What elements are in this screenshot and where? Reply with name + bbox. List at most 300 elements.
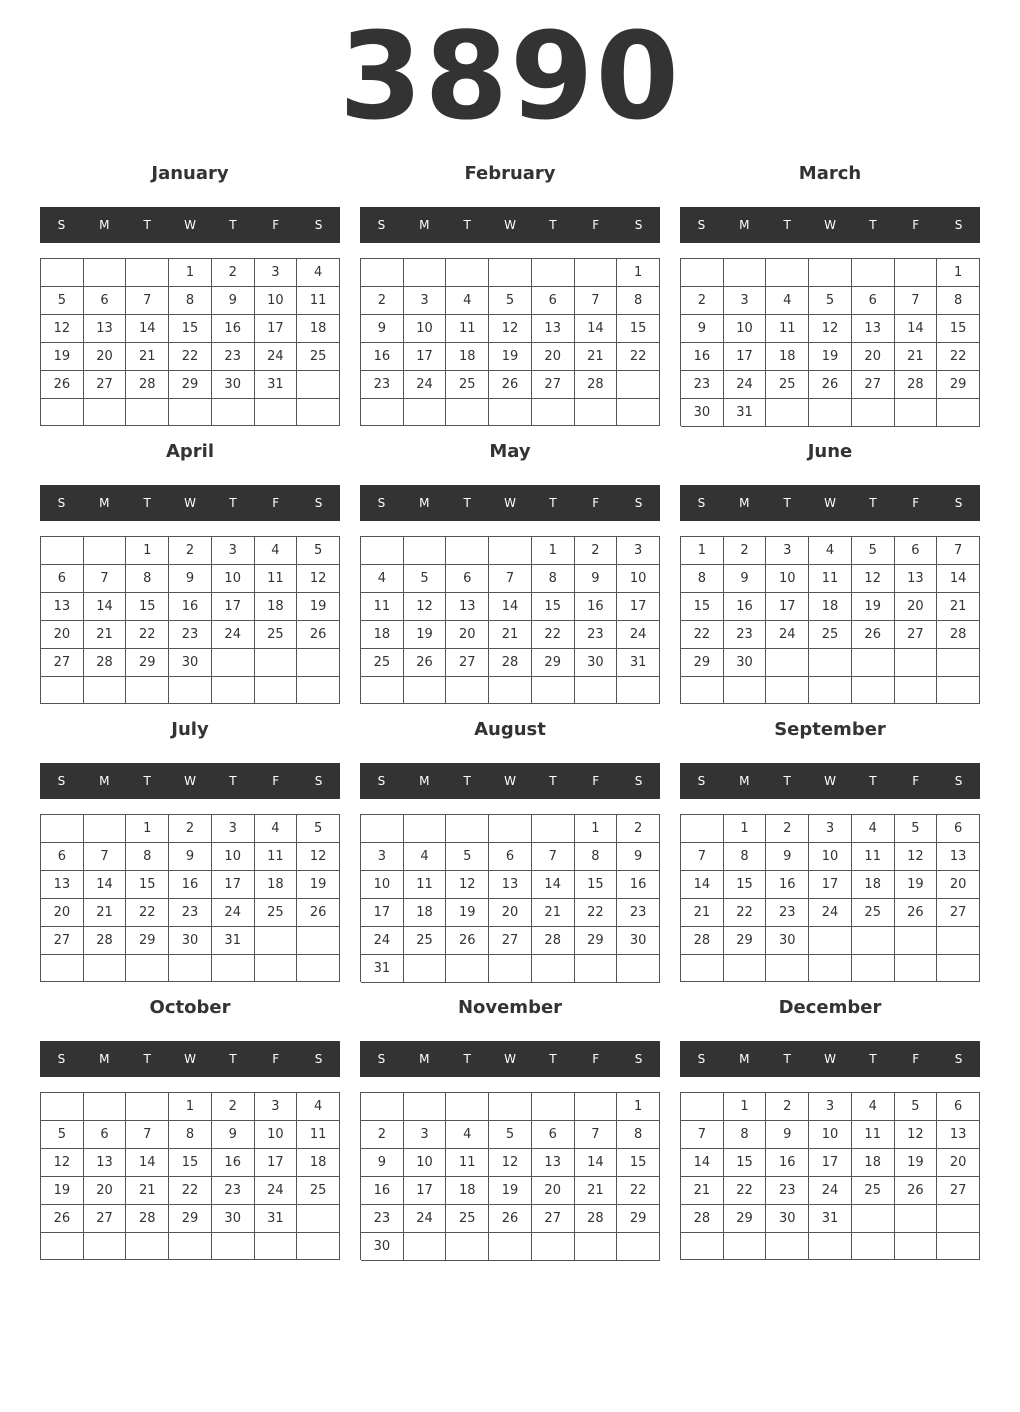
day-cell [169, 1233, 212, 1260]
day-cell [575, 1233, 618, 1261]
day-cell [532, 1233, 575, 1261]
day-cell: 5 [489, 1121, 532, 1149]
day-cell: 14 [126, 315, 169, 343]
day-cell: 3 [212, 537, 255, 565]
weekday-label: W [184, 1052, 196, 1066]
weekday-label: S [634, 774, 643, 788]
day-cell: 1 [575, 815, 618, 843]
day-cell: 19 [809, 343, 852, 371]
day-cell [361, 1093, 404, 1121]
day-cell: 11 [446, 1149, 489, 1177]
day-cell [361, 677, 404, 704]
day-cell [489, 1093, 532, 1121]
day-cell: 24 [255, 1177, 298, 1205]
month-title: February [464, 163, 556, 184]
weekday-header [680, 763, 980, 799]
day-cell: 16 [361, 1177, 404, 1205]
day-cell: 27 [41, 927, 84, 955]
day-cell: 19 [489, 343, 532, 371]
day-cell [617, 955, 660, 983]
day-cell: 5 [404, 565, 447, 593]
day-cell [255, 927, 298, 955]
day-cell [489, 1233, 532, 1261]
day-cell: 21 [681, 1177, 724, 1205]
day-cell: 4 [297, 259, 340, 287]
day-cell: 24 [255, 343, 298, 371]
weekday-label: M [419, 774, 430, 788]
weekday-label: S [57, 1052, 66, 1066]
day-cell: 14 [532, 871, 575, 899]
day-cell: 18 [297, 1149, 340, 1177]
day-cell [404, 1093, 447, 1121]
day-cell: 10 [766, 565, 809, 593]
day-cell: 19 [404, 621, 447, 649]
day-cell: 5 [895, 1093, 938, 1121]
day-cell: 20 [446, 621, 489, 649]
day-cell: 25 [297, 1177, 340, 1205]
day-cell [212, 955, 255, 982]
day-cell [617, 371, 660, 399]
day-cell [809, 1233, 852, 1260]
day-cell: 11 [852, 843, 895, 871]
day-cell: 18 [297, 315, 340, 343]
day-cell: 25 [446, 371, 489, 399]
day-cell [895, 259, 938, 287]
month-november [360, 991, 660, 1263]
day-cell: 13 [84, 315, 127, 343]
day-cell: 30 [724, 649, 767, 677]
day-cell: 29 [937, 371, 980, 399]
day-cell: 11 [297, 1121, 340, 1149]
day-cell [809, 259, 852, 287]
day-cell: 30 [169, 649, 212, 677]
day-cell: 28 [895, 371, 938, 399]
day-cell: 8 [575, 843, 618, 871]
day-cell: 10 [212, 565, 255, 593]
month-september [680, 713, 980, 985]
day-cell: 18 [852, 1149, 895, 1177]
weekday-label: F [272, 496, 280, 510]
day-cell: 8 [937, 287, 980, 315]
day-cell [937, 955, 980, 982]
day-cell: 6 [937, 815, 980, 843]
day-cell: 26 [895, 899, 938, 927]
day-cell: 2 [766, 1093, 809, 1121]
weekday-label: T [549, 218, 557, 232]
weekday-label: F [272, 218, 280, 232]
day-cell: 22 [617, 343, 660, 371]
day-cell: 9 [724, 565, 767, 593]
weekday-label: S [954, 1052, 963, 1066]
day-cell [212, 677, 255, 704]
day-grid [40, 814, 340, 982]
day-cell: 22 [126, 621, 169, 649]
day-cell: 12 [809, 315, 852, 343]
day-cell: 28 [84, 927, 127, 955]
day-cell [937, 1233, 980, 1260]
day-cell: 19 [41, 343, 84, 371]
day-cell: 22 [532, 621, 575, 649]
day-cell: 8 [169, 1121, 212, 1149]
day-cell: 2 [617, 815, 660, 843]
day-cell: 15 [532, 593, 575, 621]
day-cell [766, 1233, 809, 1260]
day-cell: 5 [489, 287, 532, 315]
day-cell: 5 [297, 815, 340, 843]
day-cell: 18 [255, 593, 298, 621]
day-cell: 31 [255, 371, 298, 399]
weekday-label: S [697, 774, 706, 788]
weekday-label: S [697, 1052, 706, 1066]
day-cell: 30 [617, 927, 660, 955]
day-cell [489, 537, 532, 565]
day-cell: 4 [809, 537, 852, 565]
day-cell: 19 [446, 899, 489, 927]
day-cell: 1 [126, 537, 169, 565]
day-grid [360, 814, 660, 982]
day-cell [895, 955, 938, 982]
day-cell: 2 [212, 259, 255, 287]
month-february [360, 157, 660, 429]
day-cell [937, 649, 980, 677]
day-cell: 29 [724, 1205, 767, 1233]
day-cell: 11 [809, 565, 852, 593]
day-cell: 5 [446, 843, 489, 871]
month-october [40, 991, 340, 1263]
day-cell: 1 [532, 537, 575, 565]
day-cell: 5 [809, 287, 852, 315]
month-title: November [457, 997, 563, 1018]
day-cell: 16 [617, 871, 660, 899]
weekday-label: T [463, 218, 471, 232]
day-cell: 20 [937, 1149, 980, 1177]
day-cell [895, 677, 938, 704]
day-cell: 28 [681, 927, 724, 955]
day-cell: 15 [724, 871, 767, 899]
day-cell: 22 [617, 1177, 660, 1205]
day-cell: 17 [809, 871, 852, 899]
day-cell [852, 1205, 895, 1233]
day-cell: 7 [84, 565, 127, 593]
day-cell [766, 955, 809, 982]
month-title: May [489, 441, 531, 462]
day-cell [809, 399, 852, 427]
day-cell: 30 [361, 1233, 404, 1261]
day-cell: 21 [489, 621, 532, 649]
day-cell: 28 [126, 1205, 169, 1233]
day-cell: 28 [126, 371, 169, 399]
day-cell [446, 815, 489, 843]
day-cell: 6 [852, 287, 895, 315]
day-cell: 6 [895, 537, 938, 565]
day-cell: 22 [169, 343, 212, 371]
day-cell [895, 1233, 938, 1260]
day-cell: 16 [212, 315, 255, 343]
weekday-label: T [783, 496, 791, 510]
weekday-label: T [463, 1052, 471, 1066]
weekday-label: S [697, 218, 706, 232]
day-cell: 11 [255, 565, 298, 593]
weekday-label: S [314, 496, 323, 510]
day-cell: 15 [126, 871, 169, 899]
month-title: October [149, 997, 231, 1018]
day-cell: 20 [489, 899, 532, 927]
day-cell: 26 [41, 1205, 84, 1233]
day-cell: 29 [532, 649, 575, 677]
weekday-label: W [504, 496, 516, 510]
day-cell [255, 399, 298, 426]
day-cell [41, 1233, 84, 1260]
day-cell: 10 [809, 1121, 852, 1149]
day-cell: 22 [681, 621, 724, 649]
day-cell [937, 399, 980, 427]
weekday-label: F [272, 1052, 280, 1066]
day-cell: 27 [895, 621, 938, 649]
day-cell: 11 [361, 593, 404, 621]
day-cell: 3 [361, 843, 404, 871]
day-cell: 13 [895, 565, 938, 593]
day-cell [724, 1233, 767, 1260]
day-cell: 4 [446, 1121, 489, 1149]
day-cell: 9 [169, 565, 212, 593]
day-cell [809, 927, 852, 955]
day-cell: 29 [126, 649, 169, 677]
day-cell [681, 815, 724, 843]
day-cell: 30 [212, 371, 255, 399]
day-cell: 27 [489, 927, 532, 955]
weekday-label: M [99, 218, 110, 232]
day-cell: 7 [575, 1121, 618, 1149]
day-cell: 28 [532, 927, 575, 955]
day-cell: 13 [84, 1149, 127, 1177]
day-cell: 16 [766, 871, 809, 899]
day-cell: 3 [404, 1121, 447, 1149]
day-cell: 28 [575, 371, 618, 399]
day-cell [532, 259, 575, 287]
day-cell: 26 [895, 1177, 938, 1205]
year-title: 3890 [339, 8, 681, 147]
day-cell: 18 [361, 621, 404, 649]
day-cell: 3 [617, 537, 660, 565]
day-cell: 5 [297, 537, 340, 565]
day-cell [169, 399, 212, 426]
day-cell: 12 [895, 843, 938, 871]
day-cell [532, 1093, 575, 1121]
day-cell: 11 [404, 871, 447, 899]
day-cell [532, 399, 575, 426]
day-cell: 1 [169, 1093, 212, 1121]
weekday-label: T [869, 1052, 877, 1066]
month-july [40, 713, 340, 985]
day-cell: 5 [41, 287, 84, 315]
day-cell: 10 [724, 315, 767, 343]
day-cell: 1 [617, 259, 660, 287]
day-grid [680, 536, 980, 704]
day-cell [852, 649, 895, 677]
day-cell: 9 [212, 287, 255, 315]
day-cell: 10 [617, 565, 660, 593]
day-cell: 19 [852, 593, 895, 621]
day-cell [575, 677, 618, 704]
day-cell [41, 1093, 84, 1121]
day-cell: 25 [852, 1177, 895, 1205]
day-cell: 17 [809, 1149, 852, 1177]
day-cell: 22 [575, 899, 618, 927]
day-cell: 21 [681, 899, 724, 927]
day-cell: 7 [84, 843, 127, 871]
day-cell [681, 259, 724, 287]
weekday-label: F [912, 218, 920, 232]
day-cell: 21 [126, 343, 169, 371]
day-cell [41, 537, 84, 565]
month-title: January [151, 163, 229, 184]
day-cell [532, 677, 575, 704]
day-grid [360, 258, 660, 426]
day-cell: 20 [84, 343, 127, 371]
month-june [680, 435, 980, 707]
day-cell: 13 [41, 871, 84, 899]
weekday-label: F [592, 1052, 600, 1066]
weekday-header [680, 485, 980, 521]
day-cell [617, 1233, 660, 1261]
day-cell: 14 [681, 871, 724, 899]
day-cell: 28 [681, 1205, 724, 1233]
day-cell: 15 [169, 315, 212, 343]
day-cell: 8 [169, 287, 212, 315]
day-cell: 27 [532, 371, 575, 399]
day-cell: 19 [297, 593, 340, 621]
day-cell: 6 [446, 565, 489, 593]
day-cell: 25 [255, 621, 298, 649]
day-cell: 6 [937, 1093, 980, 1121]
day-cell: 21 [84, 621, 127, 649]
weekday-header [40, 207, 340, 243]
day-cell: 14 [84, 593, 127, 621]
day-cell: 7 [895, 287, 938, 315]
day-cell: 6 [84, 1121, 127, 1149]
month-title: March [798, 163, 862, 184]
day-cell: 15 [724, 1149, 767, 1177]
day-cell: 2 [361, 287, 404, 315]
day-cell: 2 [724, 537, 767, 565]
day-cell [681, 677, 724, 704]
day-cell: 16 [681, 343, 724, 371]
day-cell: 25 [809, 621, 852, 649]
weekday-label: S [954, 496, 963, 510]
day-cell [489, 259, 532, 287]
day-cell: 15 [575, 871, 618, 899]
day-cell: 24 [724, 371, 767, 399]
day-cell: 24 [361, 927, 404, 955]
weekday-label: F [592, 218, 600, 232]
day-cell: 20 [41, 899, 84, 927]
weekday-label: M [739, 1052, 750, 1066]
day-cell [297, 677, 340, 704]
day-cell: 25 [404, 927, 447, 955]
day-cell [852, 1233, 895, 1260]
month-title: December [778, 997, 882, 1018]
day-cell: 20 [84, 1177, 127, 1205]
day-cell: 16 [361, 343, 404, 371]
day-cell: 30 [681, 399, 724, 427]
day-cell [852, 399, 895, 427]
day-cell [84, 1093, 127, 1121]
weekday-label: T [869, 774, 877, 788]
day-cell [575, 399, 618, 426]
day-cell: 7 [681, 1121, 724, 1149]
weekday-label: M [99, 496, 110, 510]
day-cell: 21 [937, 593, 980, 621]
day-cell: 23 [361, 371, 404, 399]
weekday-label: S [377, 496, 386, 510]
day-cell: 4 [255, 815, 298, 843]
day-cell [895, 1205, 938, 1233]
weekday-label: T [549, 496, 557, 510]
day-cell [766, 677, 809, 704]
weekday-label: T [463, 774, 471, 788]
day-cell: 11 [446, 315, 489, 343]
day-cell [84, 955, 127, 982]
day-cell: 27 [937, 899, 980, 927]
day-cell [255, 955, 298, 982]
day-cell: 28 [489, 649, 532, 677]
day-cell [297, 955, 340, 982]
day-cell: 25 [852, 899, 895, 927]
day-cell: 27 [446, 649, 489, 677]
day-cell [575, 955, 618, 983]
weekday-label: F [912, 496, 920, 510]
day-cell [766, 259, 809, 287]
weekday-label: W [184, 218, 196, 232]
day-cell [446, 677, 489, 704]
day-cell: 15 [617, 1149, 660, 1177]
weekday-label: T [229, 1052, 237, 1066]
day-cell: 23 [766, 1177, 809, 1205]
day-cell [404, 677, 447, 704]
day-cell: 5 [852, 537, 895, 565]
day-cell: 10 [212, 843, 255, 871]
day-cell: 2 [361, 1121, 404, 1149]
day-cell [297, 1205, 340, 1233]
day-cell: 1 [724, 815, 767, 843]
day-cell: 2 [169, 537, 212, 565]
day-cell: 26 [852, 621, 895, 649]
day-cell: 20 [41, 621, 84, 649]
day-grid [680, 258, 980, 426]
day-cell: 2 [766, 815, 809, 843]
day-cell: 13 [937, 843, 980, 871]
day-cell [212, 399, 255, 426]
day-cell: 22 [169, 1177, 212, 1205]
weekday-header [360, 485, 660, 521]
day-cell [297, 649, 340, 677]
day-cell [724, 259, 767, 287]
day-cell: 12 [446, 871, 489, 899]
day-cell: 3 [212, 815, 255, 843]
day-cell: 3 [766, 537, 809, 565]
weekday-header [360, 207, 660, 243]
weekday-label: W [824, 774, 836, 788]
day-cell: 17 [766, 593, 809, 621]
day-cell [489, 677, 532, 704]
day-cell: 29 [617, 1205, 660, 1233]
day-cell: 14 [84, 871, 127, 899]
weekday-header [40, 763, 340, 799]
day-cell: 4 [766, 287, 809, 315]
day-cell [617, 677, 660, 704]
day-cell: 21 [126, 1177, 169, 1205]
day-cell [404, 1233, 447, 1261]
